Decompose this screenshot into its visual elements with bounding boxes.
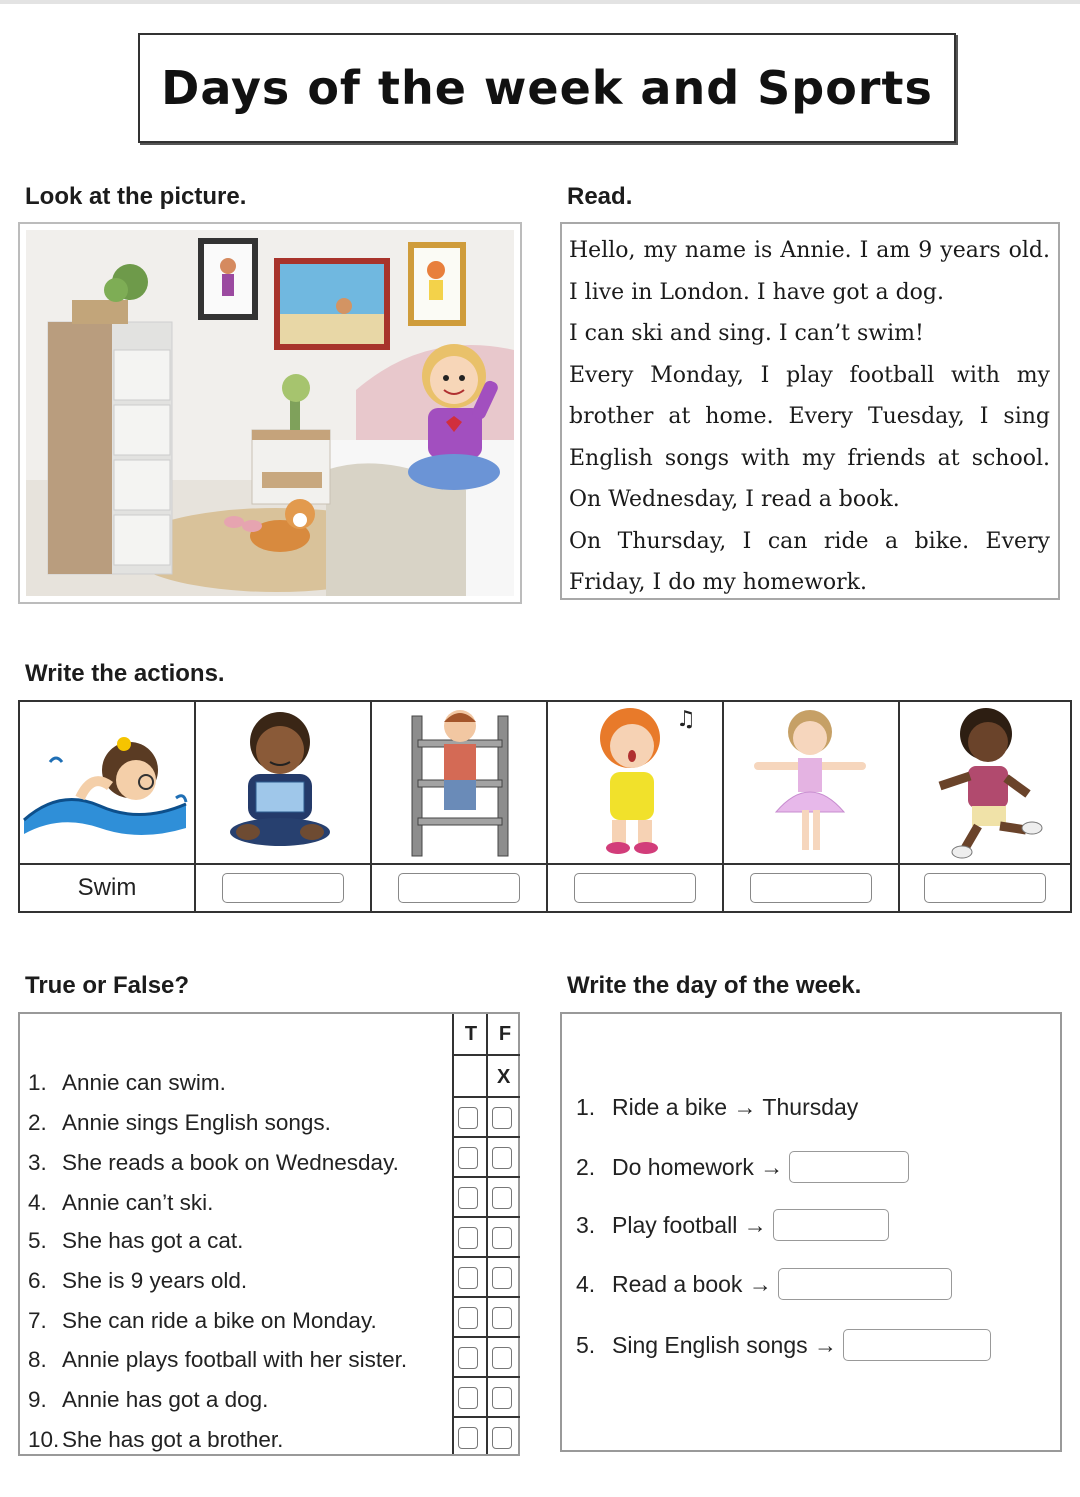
action-answer-input-6[interactable] [924,873,1046,903]
tf-item-text: She can ride a bike on Monday. [62,1308,377,1333]
reading-paragraph-3: Every Monday, I play football with my brother at home. Every Tuesday, I sing English songs with my friends at school. On Wednesday, I read a book. [569,362,1050,512]
tf-checkbox-false-10[interactable] [492,1427,512,1449]
reading-boy-icon [196,702,370,863]
tf-checkbox-true-5[interactable] [458,1227,478,1249]
reading-paragraph-4: On Thursday, I can ride a bike. Every Friday, I do my homework. [569,528,1050,595]
true-false-box [18,1012,520,1456]
tf-checkbox-true-7[interactable] [458,1307,478,1329]
tf-item-text: Annie has got a dog. [62,1387,269,1412]
day-answer-input-5[interactable] [843,1329,991,1361]
tf-checkbox-true-9[interactable] [458,1387,478,1409]
day-of-week-box [560,1012,1062,1452]
day-item-1 [576,1094,858,1121]
action-cell-run [900,702,1070,911]
day-answer-input-4[interactable] [778,1268,952,1300]
action-cell-dance [724,702,900,911]
action-answer-input-3[interactable] [398,873,520,903]
running-boy-icon [900,702,1070,863]
bedroom-illustration [26,230,514,596]
tf-item-num: 1. [28,1070,47,1095]
day-item-num: 4. [576,1270,596,1297]
tf-item-5 [28,1228,243,1254]
tf-item-num: 7. [28,1308,47,1333]
tf-divider [452,1096,520,1098]
action-cell-read [196,702,372,911]
action-cell-swim [20,702,196,911]
day-item-3 [576,1209,889,1241]
day-item-text: Play football → [612,1211,767,1238]
heading-actions: Write the actions. [25,660,225,687]
tf-item-num: 6. [28,1268,47,1293]
top-divider [0,0,1080,4]
page-title: Days of the week and Sports [161,61,933,115]
climbing-boy-icon [372,702,546,863]
day-answer-input-2[interactable] [789,1151,909,1183]
tf-checkbox-true-4[interactable] [458,1187,478,1209]
action-answer-input-5[interactable] [750,873,872,903]
day-item-text: Sing English songs → [612,1331,838,1358]
tf-divider [452,1256,520,1258]
tf-grid-line [486,1014,488,1454]
action-answer-6 [900,863,1070,911]
tf-item-4 [28,1190,213,1216]
tf-item-num: 10. [28,1427,60,1452]
actions-table [18,700,1072,913]
tf-divider [452,1136,520,1138]
tf-item-num: 8. [28,1347,47,1372]
heading-read: Read. [567,183,633,210]
tf-checkbox-true-6[interactable] [458,1267,478,1289]
tf-item-text: Annie plays football with her sister. [62,1347,408,1372]
day-item-text: Read a book → [612,1270,772,1297]
tf-item-7 [28,1308,377,1334]
tf-item-2 [28,1110,331,1136]
day-item-2 [576,1151,909,1183]
tf-checkbox-false-5[interactable] [492,1227,512,1249]
tf-item-num: 5. [28,1228,47,1253]
day-item-text: Do homework → [612,1153,784,1180]
heading-true-false: True or False? [25,972,190,999]
action-answer-3 [372,863,546,911]
action-cell-sing [548,702,724,911]
tf-checkbox-false-7[interactable] [492,1307,512,1329]
reading-paragraph-2: I can ski and sing. I can’t swim! [569,321,924,346]
reading-paragraph-1: Hello, my name is Annie. I am 9 years old. I live in London. I have got a dog. [569,238,1050,305]
tf-item-text: Annie can swim. [62,1070,226,1095]
tf-divider [452,1054,520,1056]
day-item-4 [576,1268,952,1300]
tf-item-8 [28,1347,407,1373]
tf-checkbox-false-3[interactable] [492,1147,512,1169]
tf-item-text: Annie sings English songs. [62,1110,331,1135]
action-cell-climb [372,702,548,911]
heading-look: Look at the picture. [25,183,247,210]
tf-divider [452,1336,520,1338]
day-item-5 [576,1329,991,1361]
singing-girl-icon [548,702,722,863]
tf-item-9 [28,1387,268,1413]
tf-example-mark: X [497,1066,511,1088]
tf-item-text: Annie can’t ski. [62,1190,214,1215]
tf-item-10 [28,1427,283,1453]
tf-grid-line [452,1014,454,1454]
day-item-num: 2. [576,1153,596,1180]
tf-item-num: 4. [28,1190,47,1215]
action-answer-2 [196,863,370,911]
tf-item-num: 3. [28,1150,47,1175]
tf-item-num: 2. [28,1110,47,1135]
tf-item-num: 9. [28,1387,47,1412]
ballet-girl-icon [724,702,898,863]
svg-text:♫: ♫ [676,707,696,732]
tf-item-text: She has got a cat. [62,1228,244,1253]
tf-divider [452,1216,520,1218]
tf-divider [452,1176,520,1178]
tf-item-6 [28,1268,247,1294]
action-answer-input-4[interactable] [574,873,696,903]
action-answer-5 [724,863,898,911]
day-item-num: 3. [576,1211,596,1238]
tf-checkbox-false-8[interactable] [492,1347,512,1369]
day-item-num: 5. [576,1331,596,1358]
tf-checkbox-false-4[interactable] [492,1187,512,1209]
day-answer-input-3[interactable] [773,1209,889,1241]
day-item-num: 1. [576,1094,596,1120]
tf-checkbox-true-2[interactable] [458,1107,478,1129]
tf-divider [452,1296,520,1298]
tf-item-text: She has got a brother. [62,1427,284,1452]
bedroom-picture [18,222,522,604]
tf-checkbox-false-9[interactable] [492,1387,512,1409]
action-answer-4 [548,863,722,911]
tf-checkbox-true-10[interactable] [458,1427,478,1449]
reading-passage [560,222,1060,600]
tf-item-1 [28,1070,226,1096]
tf-item-text: She is 9 years old. [62,1268,248,1293]
tf-header-true: T [464,1022,478,1045]
heading-day-of-week: Write the day of the week. [567,972,862,999]
tf-item-text: She reads a book on Wednesday. [62,1150,399,1175]
tf-checkbox-false-2[interactable] [492,1107,512,1129]
action-answer-swim: Swim [20,863,194,911]
tf-divider [452,1376,520,1378]
tf-divider [452,1416,520,1418]
swimming-girl-icon [20,702,194,863]
tf-header-false: F [498,1022,512,1045]
tf-checkbox-false-6[interactable] [492,1267,512,1289]
action-answer-input-2[interactable] [222,873,344,903]
tf-item-3 [28,1150,399,1176]
tf-checkbox-true-3[interactable] [458,1147,478,1169]
tf-checkbox-true-8[interactable] [458,1347,478,1369]
day-item-text: Ride a bike → Thursday [612,1094,859,1120]
title-box [138,33,956,143]
